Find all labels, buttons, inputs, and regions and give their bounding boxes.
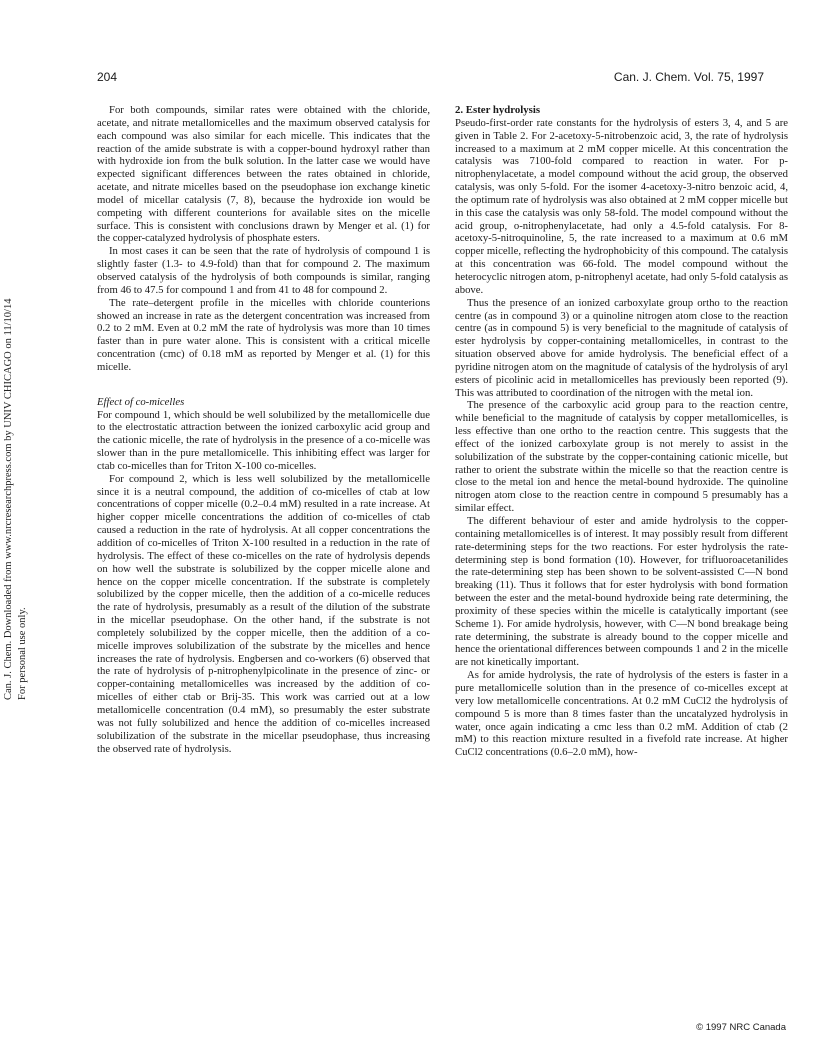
paragraph: Pseudo-first-order rate constants for the hydrolysis of esters 3, 4, and 5 are given in Table 2. For 2-acetoxy-5-nitrobenzoic acid, 3, the rate of hydrolysis increased to a maximum at 2 mM copper micelle. At this concentration the catalysis was 7100-fold compared to reaction in water. For p-nitrophenylacetate, a model compound without the acid group, the observed catalysis, was only 5-fold. For the isomer 4-acetoxy-3-nitro benzoic acid, 4, the optimum rate of hydrolysis was also obtained at 2 mM copper micelle but in this case the catalysis was only 58-fold. The model compound without the acid group, o-nitrophenylacetate, had only a 4.5-fold catalysis. For 8-acetoxy-5-nitroquinoline, 5, the rate increased to a maximum at 0.6 mM copper micelle, reflecting the hydrophobicity of this compound. The catalysis at this concentration was 66-fold. The model compound without the heterocyclic nitrogen atom, p-nitrophenyl acetate, had only 5-fold catalysis as above.	[455, 116, 788, 296]
paragraph: The different behaviour of ester and amide hydrolysis to the copper-containing metallomicelles is of interest. It may possibly result from different rate-determining steps for the two reactions. For ester hydrolysis the rate-determining step is bond formation (10). However, for trifluoroacetanilides the rate-determining step has been shown to be solvent-assisted C—N bond breaking (11). Thus it follows that for ester hydrolysis with bond formation between the ester and the metal-bound hydroxide being rate determining, the proximity of these species within the micelle is catalytically important (see Scheme 1). For amide hydrolysis, however, with C—N bond breakage being rate determining, the substrate is already bound to the copper micelle and hence the orientational differences between compounds 1 and 2 in the micelle are not kinetically important.	[455, 515, 788, 669]
paragraph: In most cases it can be seen that the rate of hydrolysis of compound 1 is slightly faster (1.3- to 4.9-fold) than that for compound 2. The maximum observed catalysis of the hydrolysis of both compounds is similar, ranging from 46 to 47.5 for compound 1 and from 41 to 48 for compound 2.	[97, 245, 430, 296]
subsection-heading: Effect of co-micelles	[97, 395, 185, 408]
paragraph: For both compounds, similar rates were obtained with the chloride, acetate, and nitrate metallomicelles and the maximum observed catalysis for each compound was also similar for each micelle. This indicates that the reaction of the amide substrate is with a copper-bound hydroxyl rather than with hydroxide ion from the bulk solution. In the latter case we would have expected significant differences between the rates obtained in chloride, acetate, and nitrate micelles based on the pseudophase ion exchange kinetic model of micellar catalysis (7, 8), because the hydroxide ion would be competing with different counterions for available sites on the micelle surface. This is consistent with conclusions drawn by Menger et al. (1) for the copper-catalyzed hydrolysis of phosphate esters.	[97, 104, 430, 245]
paragraph: As for amide hydrolysis, the rate of hydrolysis of the esters is faster in a pure metallomicelle solution than in the presence of co-micelles except at very low metallomicelle concentrations. At 0.2 mM CuCl2 the hydrolysis of compound 5 is more than 8 times faster than the uncatalyzed hydrolysis in water, once again indicating a cmc less than 0.2 mM. Addition of ctab (2 mM) to this reaction mixture resulted in a fivefold rate increase. At higher CuCl2 concentrations (0.6–2.0 mM), how-	[455, 669, 788, 759]
download-watermark	[2, 180, 42, 700]
right-column	[455, 104, 788, 759]
paragraph: For compound 2, which is less well solubilized by the metallomicelle since it is a neutral compound, the addition of co-micelles of ctab at low concentrations of copper micelle (0.2–0.4 mM) resulted in a rate increase. At higher copper micelle concentrations the addition of co-micelles of ctab caused a reduction in the rate of hydrolysis. At all copper concentrations the addition of co-micelles of Triton X-100 resulted in a reduction in the rate of hydrolysis. The effect of these co-micelles on the rate of hydrolysis depends on how well the substrate is solubilized by the copper micelle alone and hence on the copper micelle concentration. If the substrate is completely solubilized by the copper micelle, then the addition of a co-micelle reduces the rate of hydrolysis, presumably as a result of the dilution of the substrate in the micellar pseudophase. On the other hand, if the substrate is not completely solubilized by the copper micelle, then the addition of a co-micelle improves solubilization of the substrate by the micelles and hence increases the rate of hydrolysis. Engbersen and co-workers (6) observed that the rate of hydrolysis of p-nitrophenylpicolinate in the presence of zinc- or copper-containing metallomicelles was increased by the addition of co-micelles of either ctab or Brij-35. This work was carried out at a low metallomicelle concentration (0.4 mM), so presumably the ester substrate was not fully solubilized and hence the addition of co-micelles increased solubilization of the substrate in the micellar pseudophase, thus increasing the observed rate of hydrolysis.	[97, 472, 430, 755]
paragraph: The presence of the carboxylic acid group para to the reaction centre, while beneficial to the magnitude of catalysis by copper metallomicelles, is less effective than one ortho to the reaction centre. This suggests that the effect of the ionized carboxylate group is not merely to assist in the solubilization of the substrate by the copper-containing cationic micelle, but rather to orient the substrate within the micelle so that the reaction centre is close to the metal ion and hence the metal-bound hydroxide. The quinoline nitrogen atom close to the reaction centre in compound 5 presumably has a similar effect.	[455, 399, 788, 515]
copyright-notice: © 1997 NRC Canada	[696, 1022, 786, 1033]
page-number: 204	[97, 70, 118, 84]
watermark-line-personal-use: For personal use only.	[17, 607, 28, 700]
section-heading: 2. Ester hydrolysis	[455, 104, 541, 116]
watermark-line-source: Can. J. Chem. Downloaded from www.nrcresearchpress.com by UNIV CHICAGO on 11/10/14	[3, 298, 14, 700]
left-column	[97, 104, 430, 755]
running-head: Can. J. Chem. Vol. 75, 1997	[613, 70, 764, 84]
paragraph: The rate–detergent profile in the micelles with chloride counterions showed an increase in rate as the detergent concentration was increased from 0.2 to 2 mM. Even at 0.2 mM the rate of hydrolysis was more than 10 times faster than in pure water alone. This is consistent with a critical micelle concentration (cmc) of 0.18 mM as reported by Menger et al. (1) for this micelle.	[97, 296, 430, 373]
paragraph: Thus the presence of an ionized carboxylate group ortho to the reaction centre (as in compound 3) or a quinoline nitrogen atom close to the reaction centre (as in compound 5) is very beneficial to the magnitude of catalysis of ester hydrolysis by copper-containing metallomicelles, in contrast to the situation observed above for amide hydrolysis. The beneficial effect of a pyridine nitrogen atom on the magnitude of catalysis of the hydrolysis of aryl esters of picolinic acid in metallomicelles has previously been reported (9). This was attributed to coordination of the nitrogen with the metal ion.	[455, 296, 788, 399]
paragraph: For compound 1, which should be well solubilized by the metallomicelle due to the electrostatic attraction between the ionized carboxylic acid group and the cationic micelle, the rate of hydrolysis in the presence of a co-micelle was slower than in the pure metallomicelle. This inhibiting effect was larger for ctab co-micelles than for Triton X-100 co-micelles.	[97, 408, 430, 472]
